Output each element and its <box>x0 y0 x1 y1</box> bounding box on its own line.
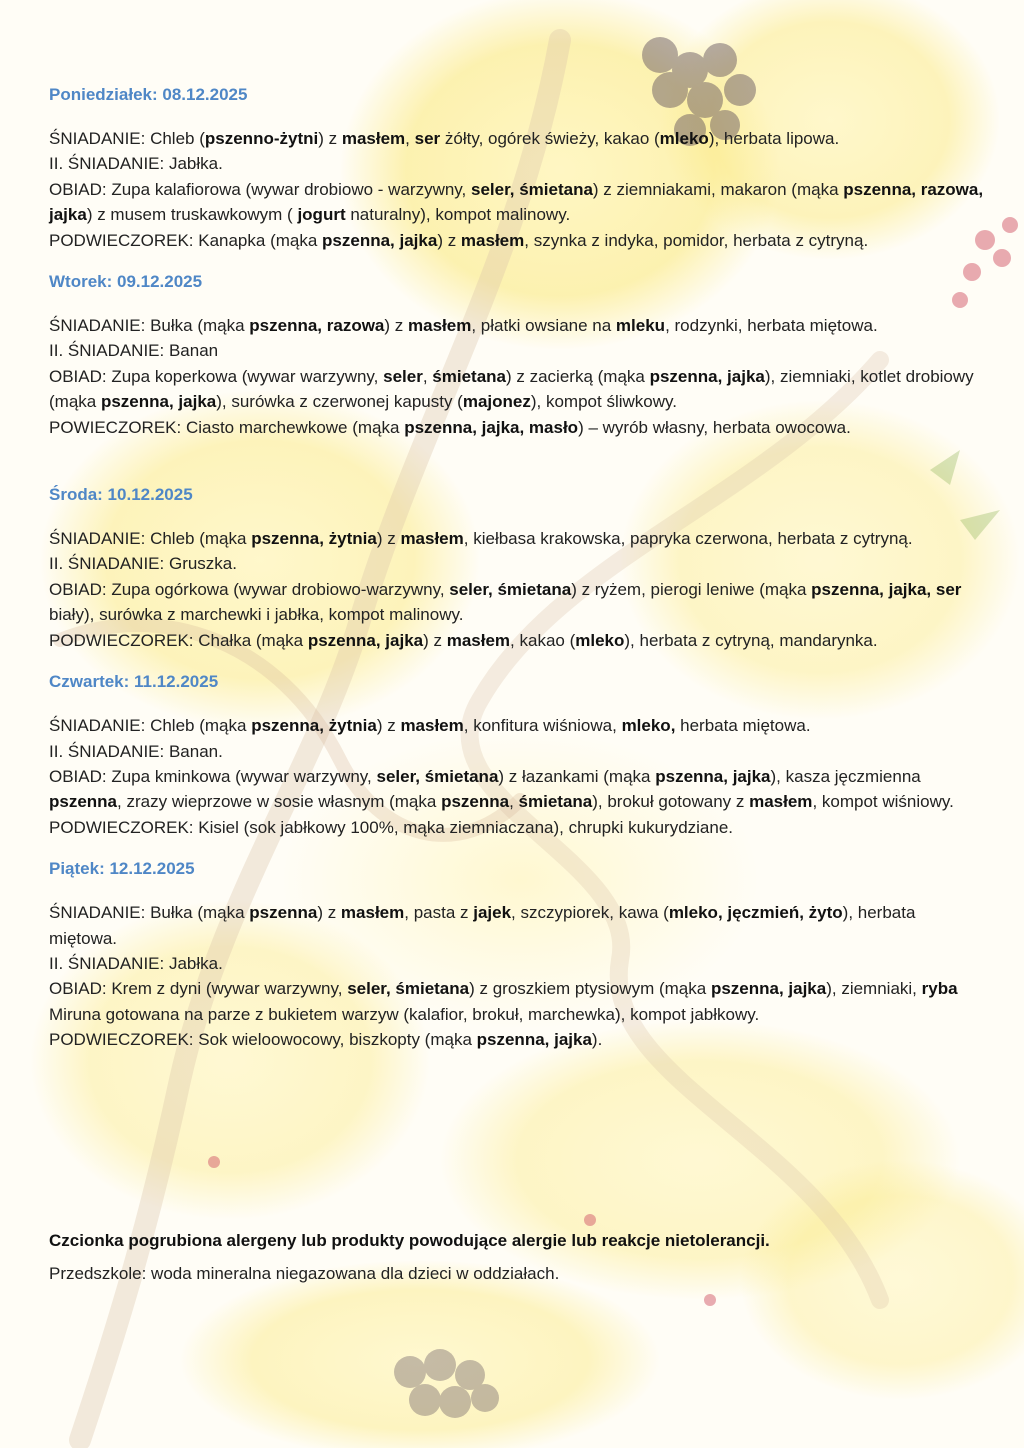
day-title: Poniedziałek: 08.12.2025 <box>49 85 248 104</box>
day-section <box>49 856 984 1052</box>
meal-text: ) z musem truskawkowym ( <box>86 205 298 225</box>
meal-text: herbata miętowa. <box>675 716 811 736</box>
day-title: Wtorek: 09.12.2025 <box>49 272 203 292</box>
meal-text: PODWIECZOREK: Kisiel (sok jabłkowy 100%, mąka ziemniaczana), chrupki kukurydziane. <box>49 817 734 837</box>
allergen-text: mleko <box>659 129 709 148</box>
meal-text: ), kompot śliwkowy. <box>530 392 677 412</box>
allergen-text: pszenna, jajka <box>322 230 438 250</box>
allergen-text: śmietana <box>432 366 506 386</box>
meal-text: , rodzynki, herbata miętowa. <box>665 316 878 336</box>
meal-list <box>49 313 984 440</box>
allergen-text: mleku <box>615 316 666 336</box>
day-section <box>49 82 984 253</box>
meal-text: ) z <box>437 230 461 250</box>
allergen-text: pszenna, żytnia <box>251 716 377 736</box>
meal-line <box>49 177 984 228</box>
meal-text: ŚNIADANIE: Bułka (mąka <box>49 903 250 923</box>
meal-text: , konfitura wiśniowa, <box>463 716 622 736</box>
allergen-text: seler, śmietana <box>471 179 593 199</box>
menu-content <box>49 82 984 1069</box>
meal-line <box>49 739 984 764</box>
allergen-text: śmietana <box>518 792 593 812</box>
meal-text: PODWIECZOREK: Chałka (mąka <box>49 630 308 650</box>
meal-list <box>49 713 984 840</box>
meal-text: OBIAD: Zupa koperkowa (wywar warzywny, <box>49 366 384 386</box>
allergen-text: masłem <box>408 316 472 336</box>
allergen-text: ser <box>414 129 441 148</box>
meal-text: ), ziemniaki, kotlet drobiowy (mąka <box>49 366 974 412</box>
allergen-text: pszenno-żytni <box>204 129 319 148</box>
meal-text: ) z <box>384 316 408 336</box>
meal-list <box>49 126 984 253</box>
water-note: Przedszkole: woda mineralna niegazowana dla dzieci w oddziałach. <box>49 1264 560 1283</box>
meal-text: ) z <box>376 716 401 736</box>
meal-text: żółty, ogórek świeży, kakao ( <box>440 129 660 148</box>
allergen-text: jogurt <box>297 205 346 225</box>
meal-list <box>49 900 984 1052</box>
allergen-text: masłem <box>341 129 406 148</box>
meal-line <box>49 815 984 840</box>
allergen-note: Czcionka pogrubiona alergeny lub produkty powodujące alergie lub reakcje nietolerancji. <box>49 1231 770 1250</box>
allergen-text: pszenna, razowa, jajka <box>49 179 984 225</box>
meal-text: , zrazy wieprzowe w sosie własnym (mąka <box>117 792 442 812</box>
allergen-text: masłem <box>446 630 511 650</box>
meal-line <box>49 415 984 440</box>
meal-text: ), kasza jęczmienna <box>770 766 921 786</box>
meal-text: POWIECZOREK: Ciasto marchewkowe (mąka <box>49 417 405 437</box>
meal-text: II. ŚNIADANIE: Gruszka. <box>49 554 237 574</box>
meal-text: II. ŚNIADANIE: Jabłka. <box>49 154 223 174</box>
meal-text: ). <box>591 1030 603 1050</box>
allergen-text: masłem <box>460 230 525 250</box>
meal-text: ŚNIADANIE: Chleb (mąka <box>49 716 252 736</box>
meal-text: ) z <box>376 529 401 549</box>
meal-line <box>49 126 984 151</box>
meal-text: ), herbata z cytryną, mandarynka. <box>624 630 878 650</box>
meal-text: , pasta z <box>404 903 474 923</box>
meal-text: , płatki owsiane na <box>471 316 616 336</box>
allergen-text: seler <box>383 366 423 386</box>
meal-text: PODWIECZOREK: Kanapka (mąka <box>49 230 323 250</box>
meal-text: II. ŚNIADANIE: Banan. <box>49 741 223 761</box>
meal-text: ), ziemniaki, <box>826 979 922 999</box>
meal-text: ŚNIADANIE: Chleb (mąka <box>49 529 252 549</box>
allergen-text: seler, śmietana <box>347 979 470 999</box>
meal-text: ), brokuł gotowany z <box>592 792 750 812</box>
allergen-text: pszenna <box>441 792 510 812</box>
allergen-text: pszenna <box>49 792 118 812</box>
meal-line <box>49 900 984 951</box>
allergen-text: pszenna, razowa <box>249 316 385 336</box>
meal-line <box>49 628 984 653</box>
allergen-text: masłem <box>400 716 464 736</box>
meal-line <box>49 764 984 815</box>
meal-text: OBIAD: Zupa kminkowa (wywar warzywny, <box>49 766 377 786</box>
meal-text: , kakao ( <box>510 630 576 650</box>
meal-list <box>49 526 984 653</box>
allergen-text: masłem <box>749 792 813 812</box>
meal-text: ) z zacierką (mąka <box>505 366 650 386</box>
meal-text: ŚNIADANIE: Chleb ( <box>49 129 205 148</box>
meal-text: , kiełbasa krakowska, papryka czerwona, herbata z cytryną. <box>463 529 913 549</box>
meal-line <box>49 364 984 415</box>
allergen-text: masłem <box>340 903 405 923</box>
meal-line <box>49 713 984 738</box>
meal-text: ) z groszkiem ptysiowym (mąka <box>469 979 711 999</box>
meal-text: OBIAD: Zupa ogórkowa (wywar drobiowo-warzywny, <box>49 579 450 599</box>
allergen-text: pszenna <box>249 903 318 923</box>
meal-text: ŚNIADANIE: Bułka (mąka <box>49 316 250 336</box>
allergen-text: majonez <box>462 392 531 412</box>
meal-line <box>49 551 984 576</box>
meal-line <box>49 951 984 976</box>
meal-text: ) z ziemniakami, makaron (mąka <box>592 179 844 199</box>
allergen-text: pszenna, jajka, masło <box>404 417 579 437</box>
meal-text: ) z ryżem, pierogi leniwe (mąka <box>571 579 812 599</box>
meal-text: II. ŚNIADANIE: Banan <box>49 341 219 361</box>
meal-text: , szczypiorek, kawa ( <box>511 903 669 923</box>
meal-text: ) z <box>318 129 342 148</box>
meal-text: , <box>405 129 415 148</box>
meal-text: OBIAD: Zupa kalafiorowa (wywar drobiowo - warzywny, <box>49 179 471 199</box>
meal-text: ), herbata lipowa. <box>708 129 840 148</box>
day-title: Czwartek: 11.12.2025 <box>49 672 219 692</box>
allergen-text: masłem <box>400 529 464 549</box>
allergen-text: pszenna, jajka <box>710 979 827 999</box>
allergen-text: mleko, <box>621 716 676 736</box>
allergen-text: mleko, jęczmień, żyto <box>668 903 843 923</box>
meal-text: II. ŚNIADANIE: Jabłka. <box>49 953 223 973</box>
meal-text: ) – wyrób własny, herbata owocowa. <box>578 417 851 437</box>
meal-text: ), herbata miętowa. <box>49 903 916 948</box>
meal-text: Miruna gotowana na parze z bukietem warzyw (kalafior, brokuł, marchewka), kompot jabłkowy. <box>49 1004 760 1024</box>
meal-text: biały), surówka z marchewki i jabłka, kompot malinowy. <box>49 605 464 625</box>
meal-text: ) z <box>423 630 447 650</box>
allergen-text: pszenna, jajka, ser <box>811 579 962 599</box>
meal-line <box>49 338 984 363</box>
meal-text: , <box>509 792 519 812</box>
allergen-text: ryba <box>921 979 958 999</box>
meal-line <box>49 526 984 551</box>
allergen-text: jajek <box>473 903 512 923</box>
meal-line <box>49 1027 984 1052</box>
meal-text: ) z <box>317 903 341 923</box>
meal-text: , <box>422 366 433 386</box>
allergen-text: pszenna, jajka <box>307 630 424 650</box>
meal-text: PODWIECZOREK: Sok wieloowocowy, biszkopty (mąka <box>49 1030 477 1050</box>
day-title: Środa: 10.12.2025 <box>49 485 193 505</box>
meal-line <box>49 577 984 628</box>
meal-text: ) z łazankami (mąka <box>498 766 656 786</box>
allergen-text: pszenna, jajka <box>655 766 771 786</box>
meal-text: ), surówka z czerwonej kapusty ( <box>216 392 463 412</box>
allergen-text: pszenna, jajka <box>100 392 217 412</box>
allergen-text: seler, śmietana <box>449 579 572 599</box>
meal-line <box>49 976 984 1027</box>
meal-line <box>49 228 984 253</box>
allergen-text: pszenna, jajka <box>476 1030 592 1050</box>
meal-line <box>49 151 984 176</box>
meal-text: naturalny), kompot malinowy. <box>345 205 571 225</box>
allergen-text: mleko <box>575 630 625 650</box>
allergen-text: pszenna, jajka <box>649 366 765 386</box>
footer-notes <box>49 1228 984 1286</box>
allergen-text: seler, śmietana <box>376 766 499 786</box>
day-section <box>49 669 984 840</box>
meal-text: , szynka z indyka, pomidor, herbata z cytryną. <box>524 230 869 250</box>
meal-line <box>49 313 984 338</box>
meal-text: OBIAD: Krem z dyni (wywar warzywny, <box>49 979 348 999</box>
allergen-text: pszenna, żytnia <box>251 529 377 549</box>
day-section <box>49 269 984 440</box>
day-title: Piątek: 12.12.2025 <box>49 859 195 879</box>
day-section <box>49 482 984 653</box>
meal-text: , kompot wiśniowy. <box>812 792 954 812</box>
